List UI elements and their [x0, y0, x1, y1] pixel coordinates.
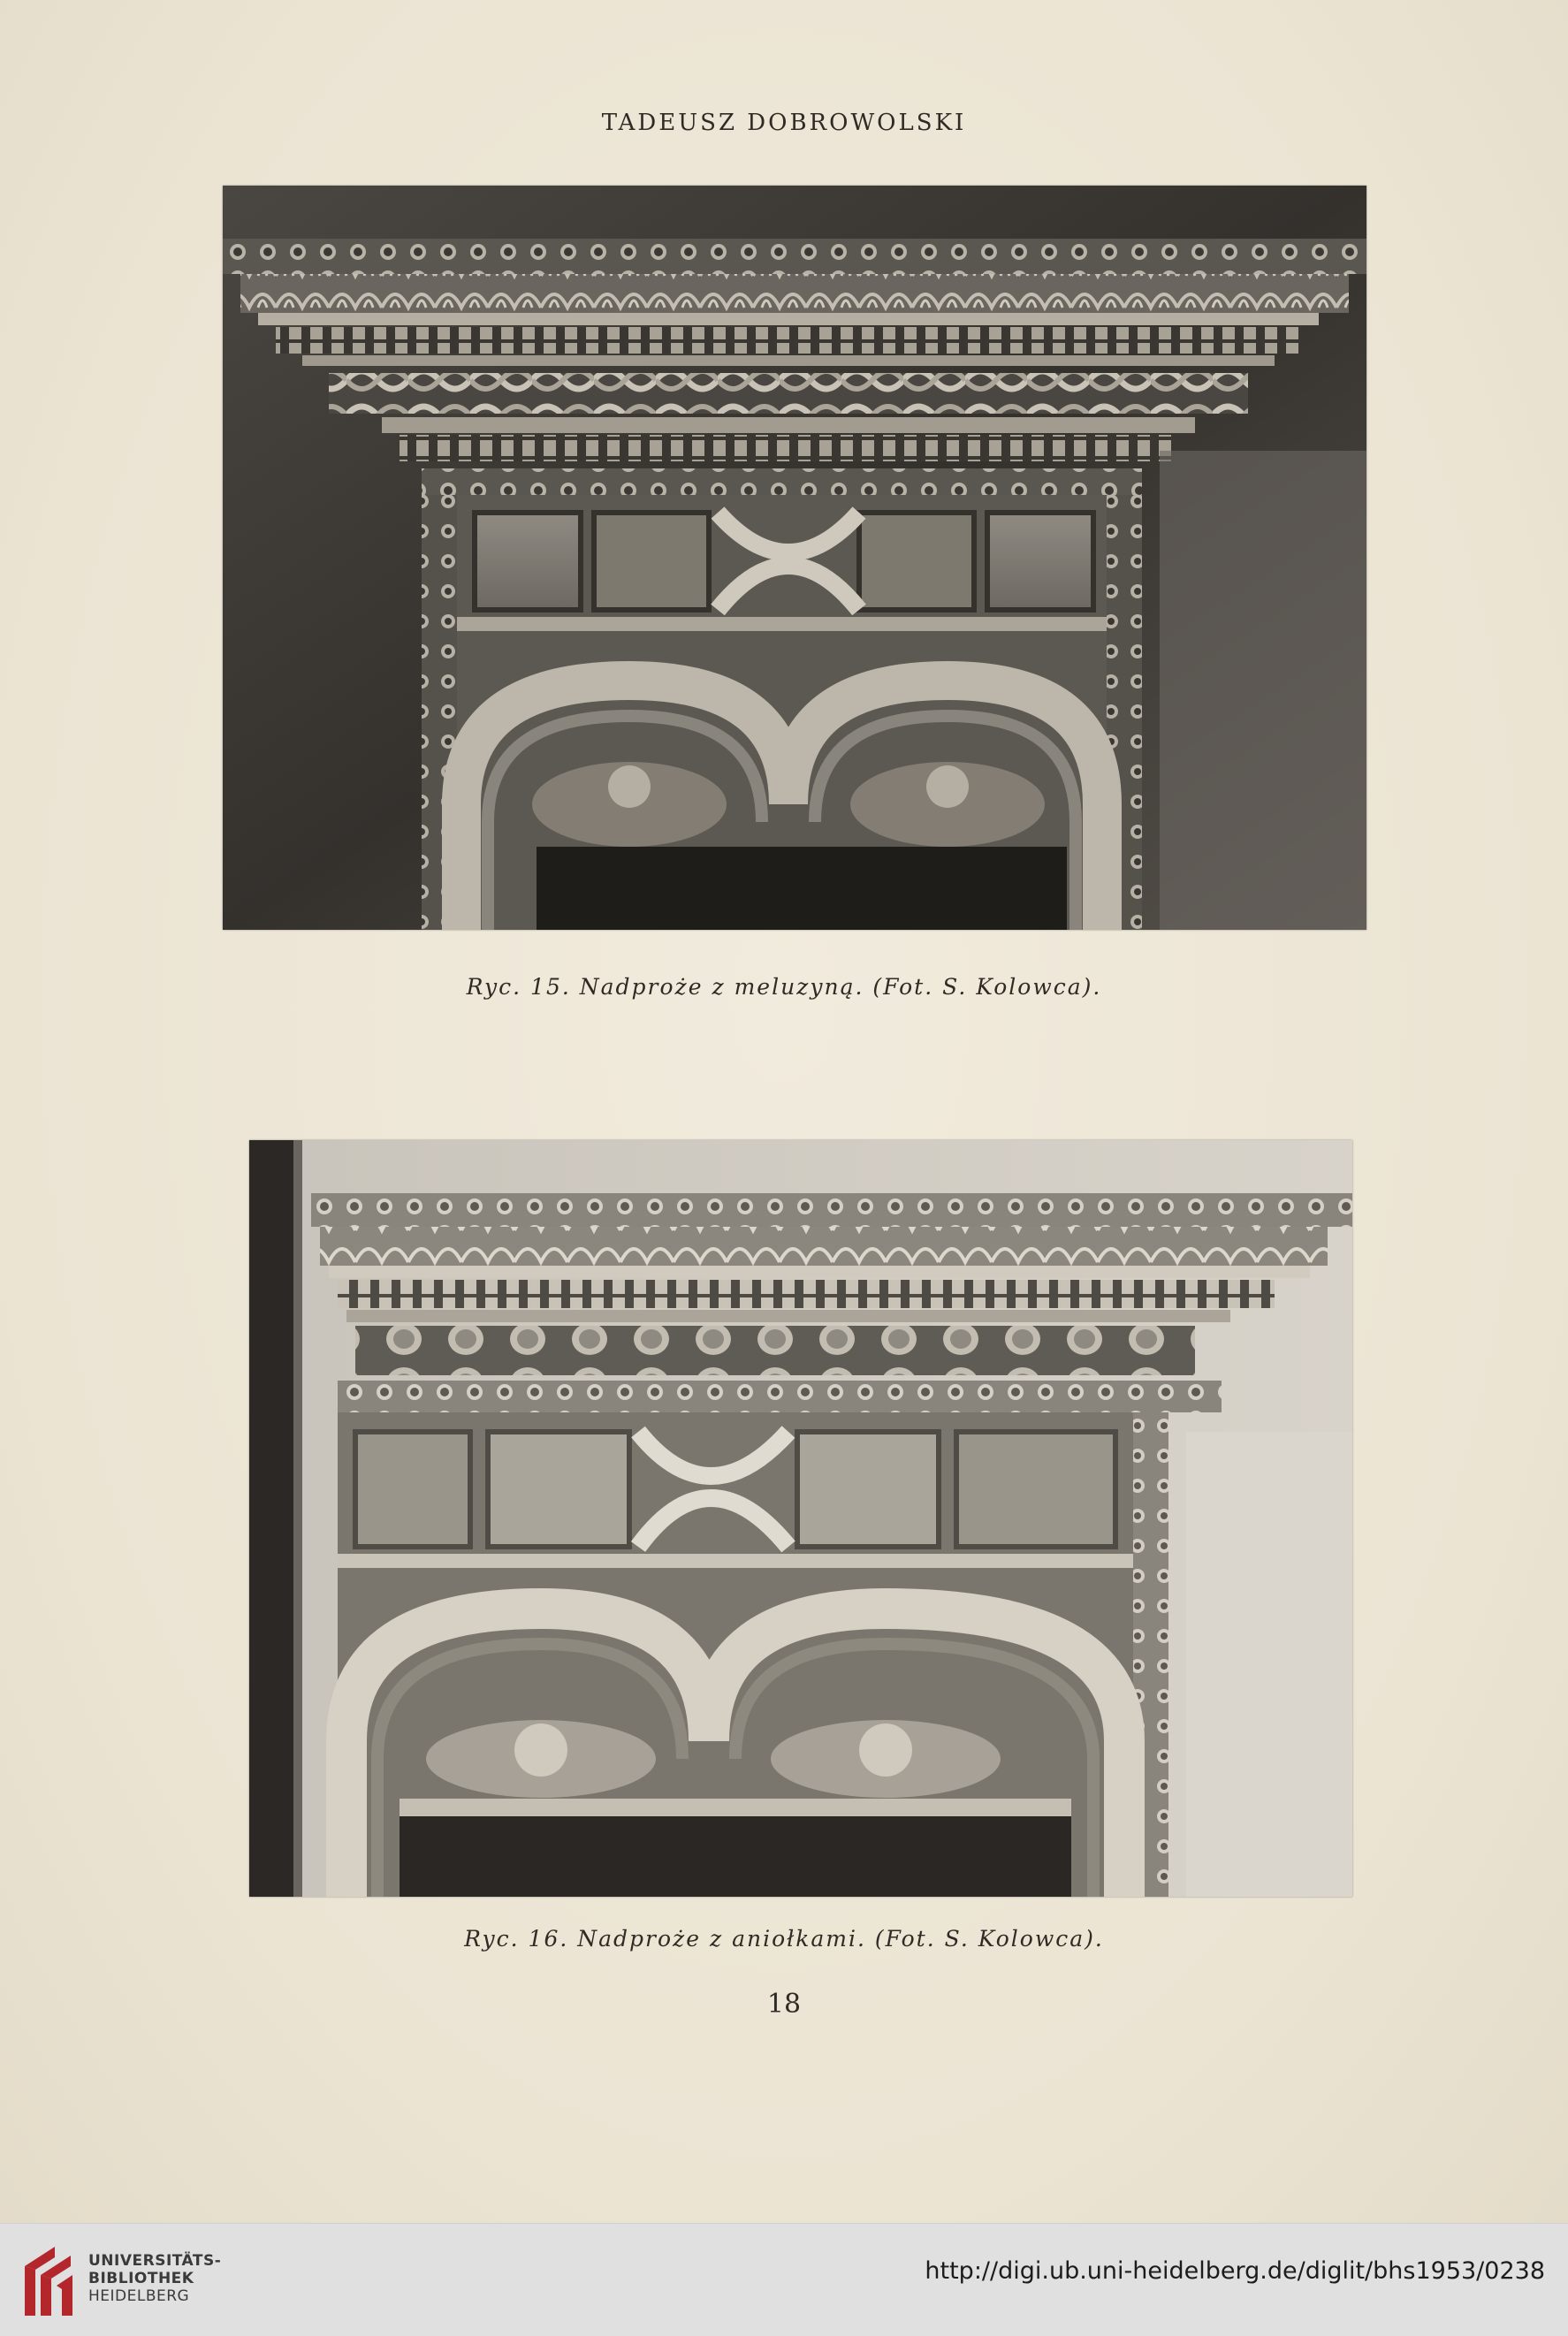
figure-16-caption: Ryc. 16. Nadproże z aniołkami. (Fot. S. Kolowca). — [464, 1926, 1104, 1952]
library-name-line-1: UNIVERSITÄTS- — [88, 2252, 222, 2270]
digitization-footer — [0, 2223, 1568, 2336]
figure-15-caption: Ryc. 15. Nadproże z meluzyną. (Fot. S. Kolowca). — [466, 974, 1102, 1000]
lintel-melusine-illustration — [223, 186, 1366, 930]
source-url-link[interactable]: http://digi.ub.uni-heidelberg.de/diglit/bhs1953/0238 — [925, 2257, 1545, 2285]
university-library-logo-icon — [19, 2240, 78, 2321]
library-name-line-3: HEIDELBERG — [88, 2287, 190, 2305]
running-head: TADEUSZ DOBROWOLSKI — [601, 110, 967, 136]
library-name-line-2: BIBLIOTHEK — [88, 2270, 194, 2287]
lintel-cherubs-illustration — [249, 1140, 1352, 1897]
library-name — [88, 2252, 221, 2305]
figure-16-photo — [249, 1140, 1352, 1897]
figure-15-photo — [223, 186, 1366, 930]
page-number: 18 — [766, 1989, 802, 2020]
